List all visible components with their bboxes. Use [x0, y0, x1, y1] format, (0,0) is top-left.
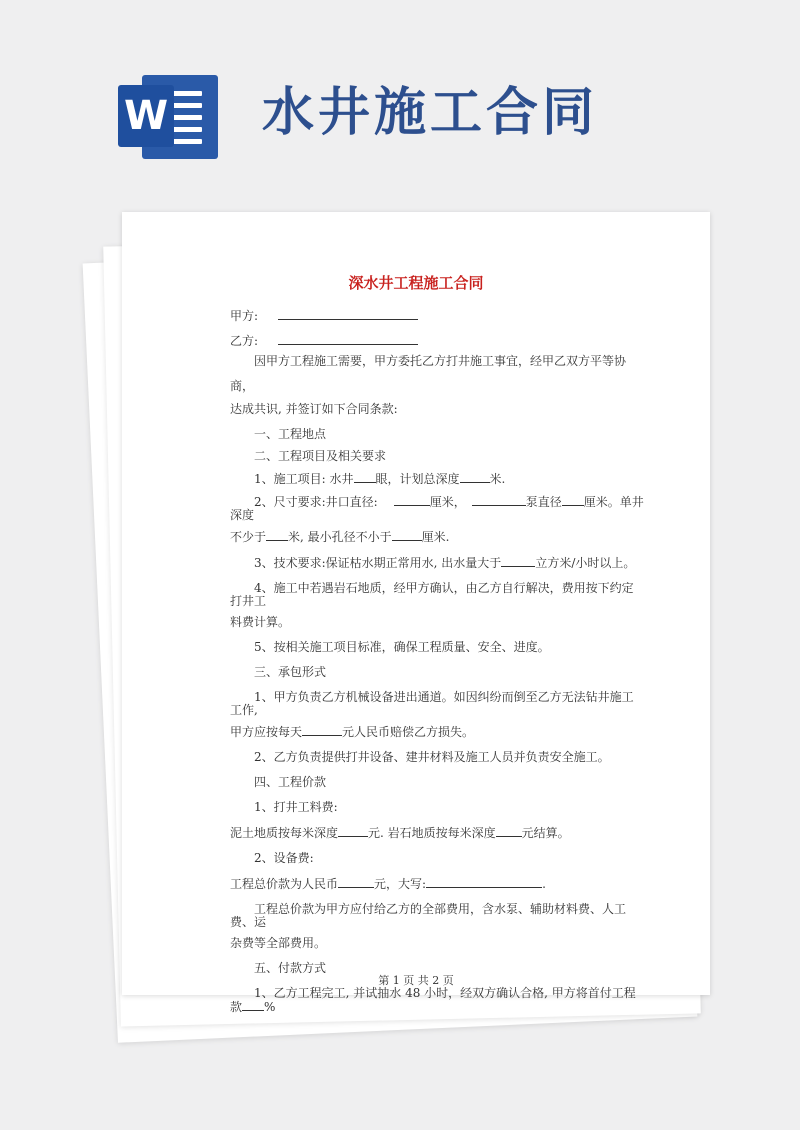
price-note-line-2: 杂费等全部费用。 — [230, 936, 327, 950]
item-3-text-b: 立方米/小时以上。 — [535, 556, 636, 570]
blank — [562, 495, 584, 506]
item-2-line-2 — [230, 530, 644, 544]
blank — [302, 725, 342, 736]
main-title: 水井施工合同 — [262, 83, 599, 143]
party-a-label: 甲方: — [230, 309, 259, 323]
blank — [392, 530, 422, 541]
party-b-label: 乙方: — [230, 334, 259, 348]
price-1-text-b: 元. 岩石地质按每米深度 — [368, 826, 496, 840]
document-title: 深水井工程施工合同 — [348, 274, 484, 292]
payment-1 — [230, 987, 644, 1014]
blank — [266, 530, 288, 541]
intro-line-2: 达成共识, 并签订如下合同条款: — [230, 402, 398, 416]
item-3 — [230, 556, 644, 570]
item-2-line-1 — [230, 495, 644, 522]
item-1-text-a: 1、施工项目: 水井 — [254, 472, 354, 486]
section-2-heading: 二、工程项目及相关要求 — [254, 449, 387, 463]
blank — [501, 556, 535, 567]
blank — [354, 472, 376, 483]
item-1-text-b: 眼，计划总深度 — [375, 472, 460, 486]
page-footer: 第 1 页 共 2 页 — [378, 974, 454, 987]
section-3-heading: 三、承包形式 — [254, 665, 327, 679]
item-4-line-1: 4、施工中若遇岩石地质，经甲方确认，由乙方自行解决，费用按下约定打井工 — [230, 581, 634, 608]
price-1-detail — [230, 826, 644, 840]
item-4-line-2: 料费计算。 — [230, 615, 291, 629]
price-note-line-1: 工程总价款为甲方应付给乙方的全部费用，含水泵、辅助材料费、人工费、运 — [230, 902, 627, 929]
payment-1-text-b: % — [264, 1000, 276, 1014]
price-total-text-c: . — [542, 877, 546, 891]
item-2-text-e: 不少于 — [230, 530, 267, 544]
item-2-text-g: 厘米. — [421, 530, 450, 544]
item-3-text-a: 3、技术要求:保证枯水期正常用水, 出水量大于 — [254, 556, 502, 570]
item-2-text-b: 厘米， — [429, 495, 466, 509]
contract-1-line-2 — [230, 725, 644, 739]
blank — [242, 1000, 264, 1011]
document-page — [122, 212, 710, 1014]
party-a-field — [230, 307, 418, 324]
section-1-heading: 一、工程地点 — [254, 427, 327, 441]
price-1-heading: 1、打井工料费: — [254, 800, 338, 814]
word-icon-letter: W — [118, 85, 174, 147]
contract-1-line-1: 1、甲方负责乙方机械设备进出通道。如因纠纷而倒至乙方无法钻井施工工作, — [230, 690, 634, 717]
party-b-field — [230, 332, 418, 349]
blank — [472, 495, 526, 506]
contract-body — [230, 349, 644, 1023]
blank — [338, 826, 368, 837]
blank — [426, 877, 542, 888]
party-a-blank — [278, 309, 418, 320]
blank — [496, 826, 522, 837]
item-2-text-c: 泵直径 — [525, 495, 562, 509]
blank — [394, 495, 430, 506]
contract-2: 2、乙方负责提供打井设备、建井材料及施工人员并负责安全施工。 — [254, 750, 610, 764]
price-total — [230, 877, 644, 891]
section-5-heading: 五、付款方式 — [254, 961, 327, 975]
item-2-text-a: 2、尺寸要求:井口直径: — [254, 495, 378, 509]
item-5: 5、按相关施工项目标准，确保工程质量、安全、进度。 — [254, 640, 550, 654]
item-2-text-f: 米, 最小孔径不小于 — [288, 530, 392, 544]
party-b-blank — [278, 334, 418, 345]
intro-line-1: 因甲方工程施工需要，甲方委托乙方打井施工事宜，经甲乙双方平等协商， — [230, 354, 627, 393]
word-icon — [118, 75, 218, 159]
blank — [338, 877, 374, 888]
item-2-text-d: 厘米。单井深度 — [230, 495, 644, 522]
contract-1-text-a: 甲方应按每天 — [230, 725, 303, 739]
contract-1-text-b: 元人民币赔偿乙方损失。 — [342, 725, 475, 739]
price-2-heading: 2、设备费: — [254, 851, 314, 865]
section-4-heading: 四、工程价款 — [254, 775, 327, 789]
price-total-text-b: 元，大写: — [374, 877, 427, 891]
item-1 — [230, 472, 644, 486]
price-total-text-a: 工程总价款为人民币 — [230, 877, 339, 891]
price-1-text-a: 泥土地质按每米深度 — [230, 826, 339, 840]
blank — [460, 472, 490, 483]
payment-1-text-a: 1、乙方工程完工, 并试抽水 48 小时，经双方确认合格, 甲方将首付工程款 — [230, 986, 636, 1014]
price-1-text-c: 元结算。 — [521, 826, 570, 840]
header — [0, 0, 800, 200]
item-1-text-c: 米. — [489, 472, 506, 486]
